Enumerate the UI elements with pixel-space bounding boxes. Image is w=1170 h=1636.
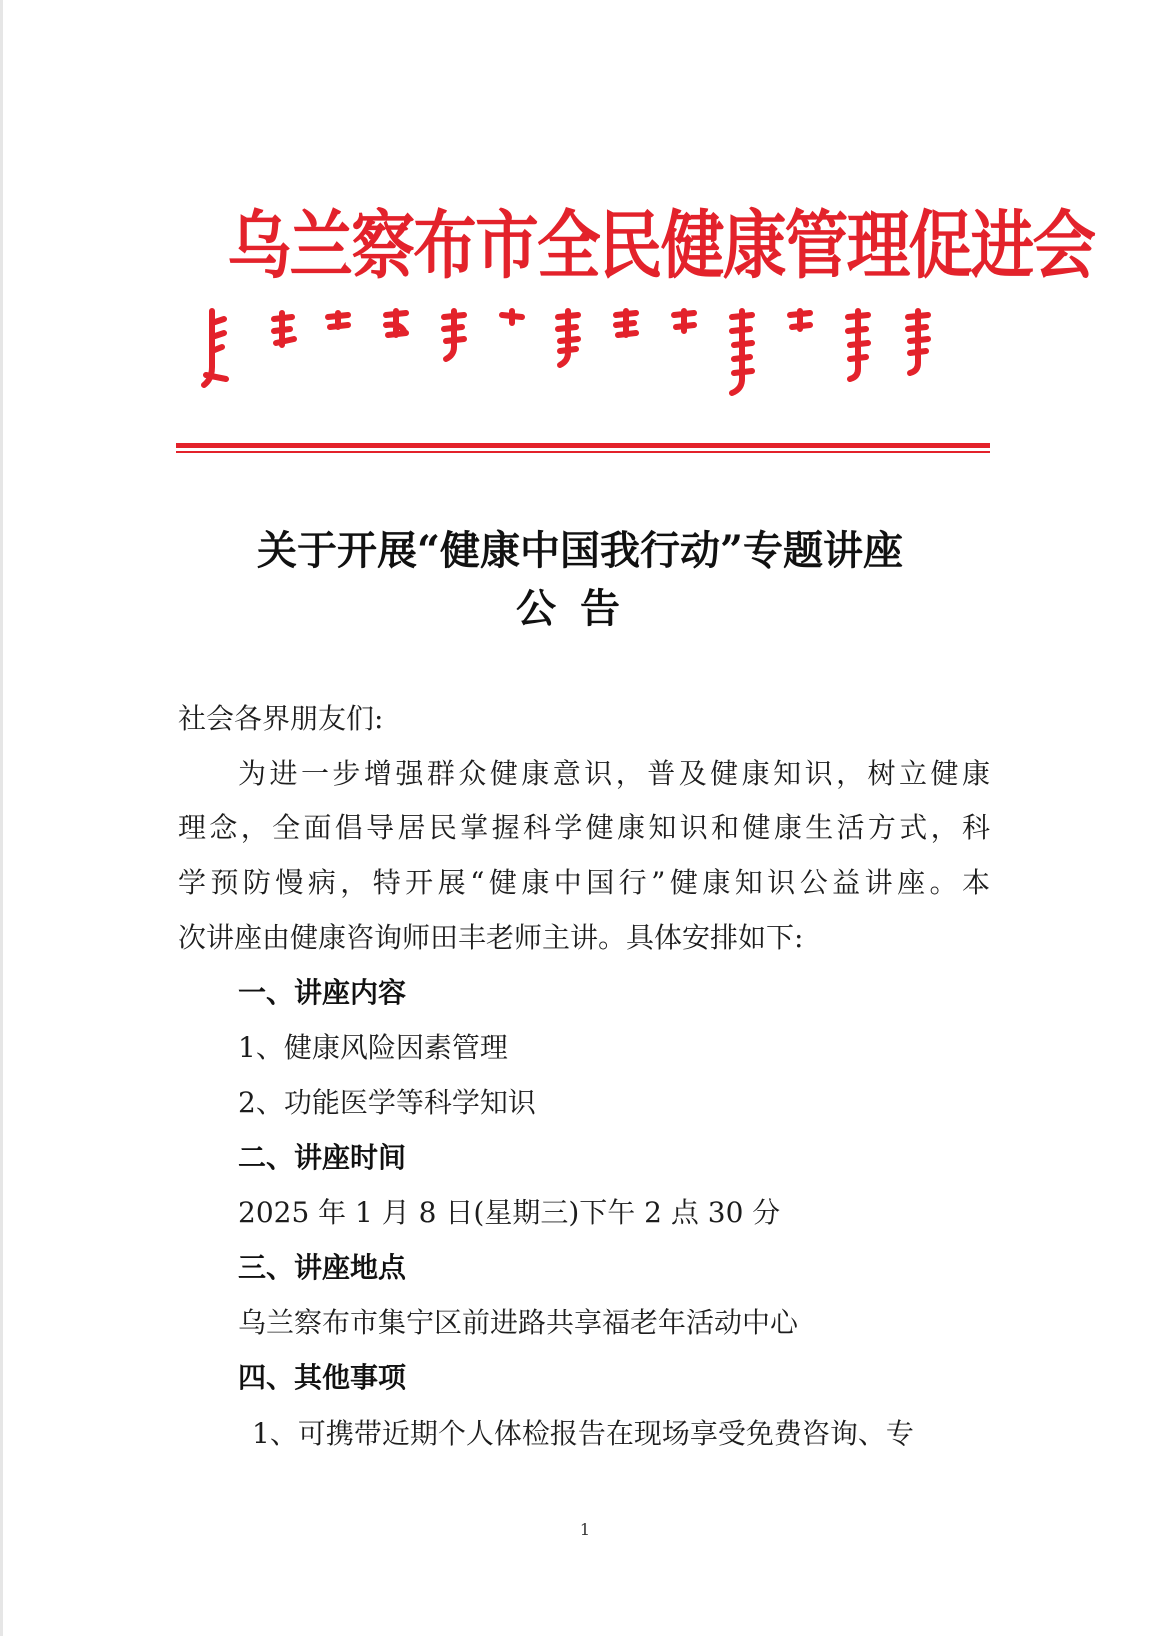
mongolian-script-logo bbox=[200, 305, 970, 405]
section-heading-content: 一、讲座内容 bbox=[238, 976, 407, 1009]
intro-line-1: 为进一步增强群众健康意识，普及健康知识，树立健康 bbox=[238, 757, 990, 790]
content-item-1: 1、健康风险因素管理 bbox=[238, 1031, 508, 1064]
content-item-2: 2、功能医学等科学知识 bbox=[238, 1086, 536, 1119]
intro-line-3: 学预防慢病，特开展“健康中国行”健康知识公益讲座。本 bbox=[178, 866, 990, 899]
lecture-time: 2025 年 1 月 8 日(星期三)下午 2 点 30 分 bbox=[238, 1196, 781, 1229]
notice-title: 关于开展“健康中国我行动”专题讲座 bbox=[256, 527, 903, 574]
lecture-location: 乌兰察布市集宁区前进路共享福老年活动中心 bbox=[238, 1306, 799, 1339]
header-divider-thin bbox=[176, 451, 990, 453]
header-divider-thick bbox=[176, 443, 990, 448]
intro-line-2: 理念，全面倡导居民掌握科学健康知识和健康生活方式，科 bbox=[178, 811, 990, 844]
page-edge bbox=[0, 0, 3, 1636]
other-item-1: 1、可携带近期个人体检报告在现场享受免费咨询、专 bbox=[252, 1417, 914, 1450]
org-name-header: 乌兰察布市全民健康管理促进会 bbox=[227, 203, 1095, 289]
page-number: 1 bbox=[579, 1520, 591, 1539]
section-heading-other: 四、其他事项 bbox=[238, 1361, 407, 1394]
salutation: 社会各界朋友们: bbox=[178, 702, 384, 735]
section-heading-time: 二、讲座时间 bbox=[238, 1141, 407, 1174]
section-heading-location: 三、讲座地点 bbox=[238, 1251, 407, 1284]
intro-line-4: 次讲座由健康咨询师田丰老师主讲。具体安排如下: bbox=[178, 921, 804, 954]
notice-subtitle: 公告 bbox=[516, 585, 644, 632]
